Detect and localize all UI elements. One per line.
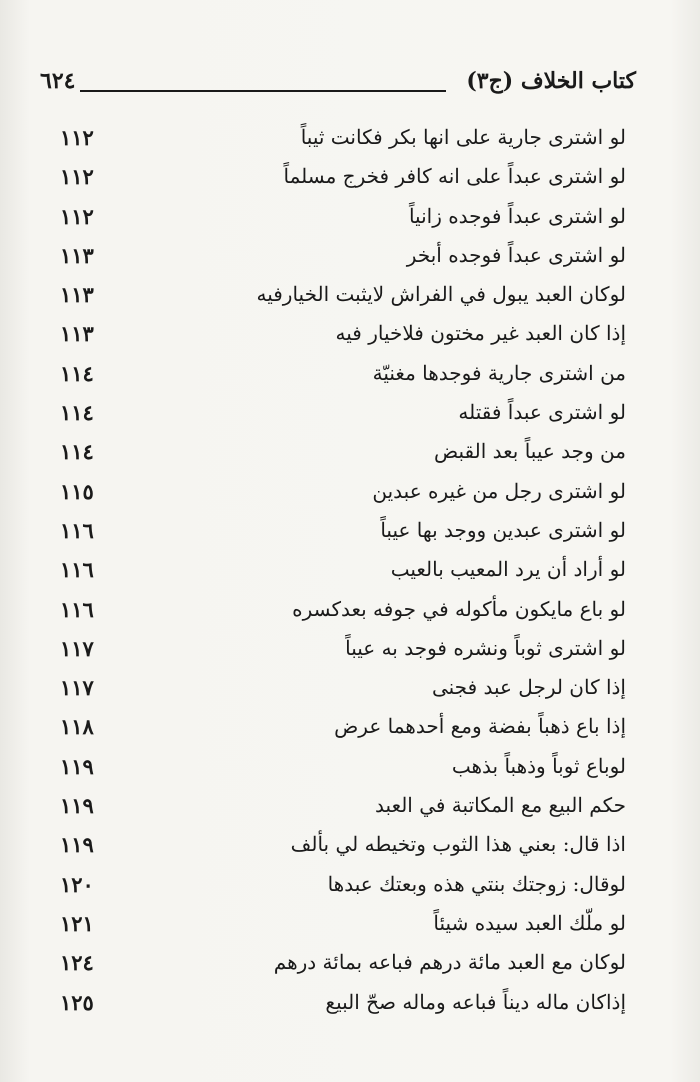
entry-page-number: ١١٨ [60, 714, 94, 740]
entry-page-number: ١١٥ [60, 478, 94, 504]
entry-title: لو اشترى عبدين ووجد بها عيباً [380, 517, 626, 542]
entry-title: إذا باع ذهباً بفضة ومع أحدهما عرض [334, 714, 626, 739]
entry-page-number: ١٢١ [60, 910, 94, 936]
entry-title: من وجد عيباً بعد القبض [433, 439, 626, 464]
entry-title: لو اشترى عبداً فوجده زانياً [408, 203, 626, 228]
entry-page-number: ١١٩ [60, 793, 94, 819]
entry-title: لو أراد أن يرد المعيب بالعيب [390, 557, 626, 582]
index-entry [60, 275, 626, 314]
entry-title: لو ملّك العبد سيده شيئاً [433, 910, 626, 935]
book-title: كتاب الخلاف (ج٣) [466, 68, 636, 94]
index-entry [60, 865, 626, 904]
index-entry [60, 314, 626, 353]
index-list [60, 118, 626, 1022]
index-entry [60, 904, 626, 943]
entry-page-number: ١١٤ [60, 400, 94, 426]
index-entry [60, 983, 626, 1022]
entry-title: لو باع مايكون مأكوله في جوفه بعدكسره [292, 596, 626, 621]
index-entry [60, 197, 626, 236]
entry-page-number: ١١٦ [60, 596, 94, 622]
entry-page-number: ١١٧ [60, 635, 94, 661]
index-entry [60, 590, 626, 629]
entry-title: لو اشترى عبداً على انه كافر فخرج مسلماً [283, 164, 626, 189]
entry-page-number: ١١٣ [60, 242, 94, 268]
index-entry [60, 668, 626, 707]
index-entry [60, 472, 626, 511]
index-entry [60, 393, 626, 432]
entry-title: حكم البيع مع المكاتبة في العبد [375, 793, 626, 818]
entry-page-number: ١١٢ [60, 125, 94, 150]
entry-page-number: ١٢٥ [60, 989, 94, 1015]
entry-title: لو اشترى عبداً فوجده أبخر [406, 242, 626, 267]
entry-title: لوباع ثوباً وذهباً بذهب [451, 753, 626, 778]
entry-title: إذا كان العبد غير مختون فلاخيار فيه [335, 321, 626, 346]
index-entry [60, 747, 626, 786]
index-entry [60, 432, 626, 471]
page-header [40, 60, 636, 100]
entry-page-number: ١٢٠ [60, 871, 94, 897]
entry-title: إذاكان ماله ديناً فباعه وماله صحّ البيع [325, 989, 626, 1014]
entry-title: لو اشترى جارية على انها بكر فكانت ثيباً [300, 125, 626, 149]
page-number: ٦٢٤ [40, 68, 76, 94]
entry-page-number: ١١٦ [60, 517, 94, 543]
entry-title: اذا قال: بعني هذا الثوب وتخيطه لي بألف [290, 832, 626, 857]
index-entry [60, 236, 626, 275]
entry-page-number: ١١٤ [60, 360, 94, 386]
index-entry [60, 943, 626, 982]
index-entry [60, 354, 626, 393]
index-entry [60, 825, 626, 864]
entry-title: لوكان مع العبد مائة درهم فباعه بمائة درهم [273, 950, 626, 975]
entry-page-number: ١١٣ [60, 282, 94, 308]
header-rule [80, 90, 446, 92]
entry-title: إذا كان لرجل عبد فجنى [431, 675, 626, 700]
index-entry [60, 118, 626, 157]
entry-title: لوقال: زوجتك بنتي هذه وبعتك عبدها [327, 871, 626, 896]
entry-page-number: ١١٢ [60, 164, 94, 190]
index-entry [60, 157, 626, 196]
entry-page-number: ١١٤ [60, 439, 94, 465]
index-entry [60, 786, 626, 825]
entry-title: لوكان العبد يبول في الفراش لايثبت الخيارفيه [256, 282, 626, 307]
index-entry [60, 550, 626, 589]
index-entry [60, 511, 626, 550]
index-entry [60, 707, 626, 746]
entry-title: لو اشترى عبداً فقتله [458, 400, 626, 425]
entry-page-number: ١١٩ [60, 832, 94, 858]
entry-title: لو اشترى رجل من غيره عبدين [372, 478, 626, 503]
index-entry [60, 629, 626, 668]
entry-page-number: ١١٣ [60, 321, 94, 347]
entry-page-number: ١١٦ [60, 557, 94, 583]
entry-page-number: ١١٩ [60, 753, 94, 779]
entry-page-number: ١١٧ [60, 675, 94, 701]
entry-title: لو اشترى ثوباً ونشره فوجد به عيباً [345, 635, 626, 660]
entry-title: من اشترى جارية فوجدها مغنيّة [372, 360, 626, 385]
entry-page-number: ١٢٤ [60, 950, 94, 976]
entry-page-number: ١١٢ [60, 203, 94, 229]
